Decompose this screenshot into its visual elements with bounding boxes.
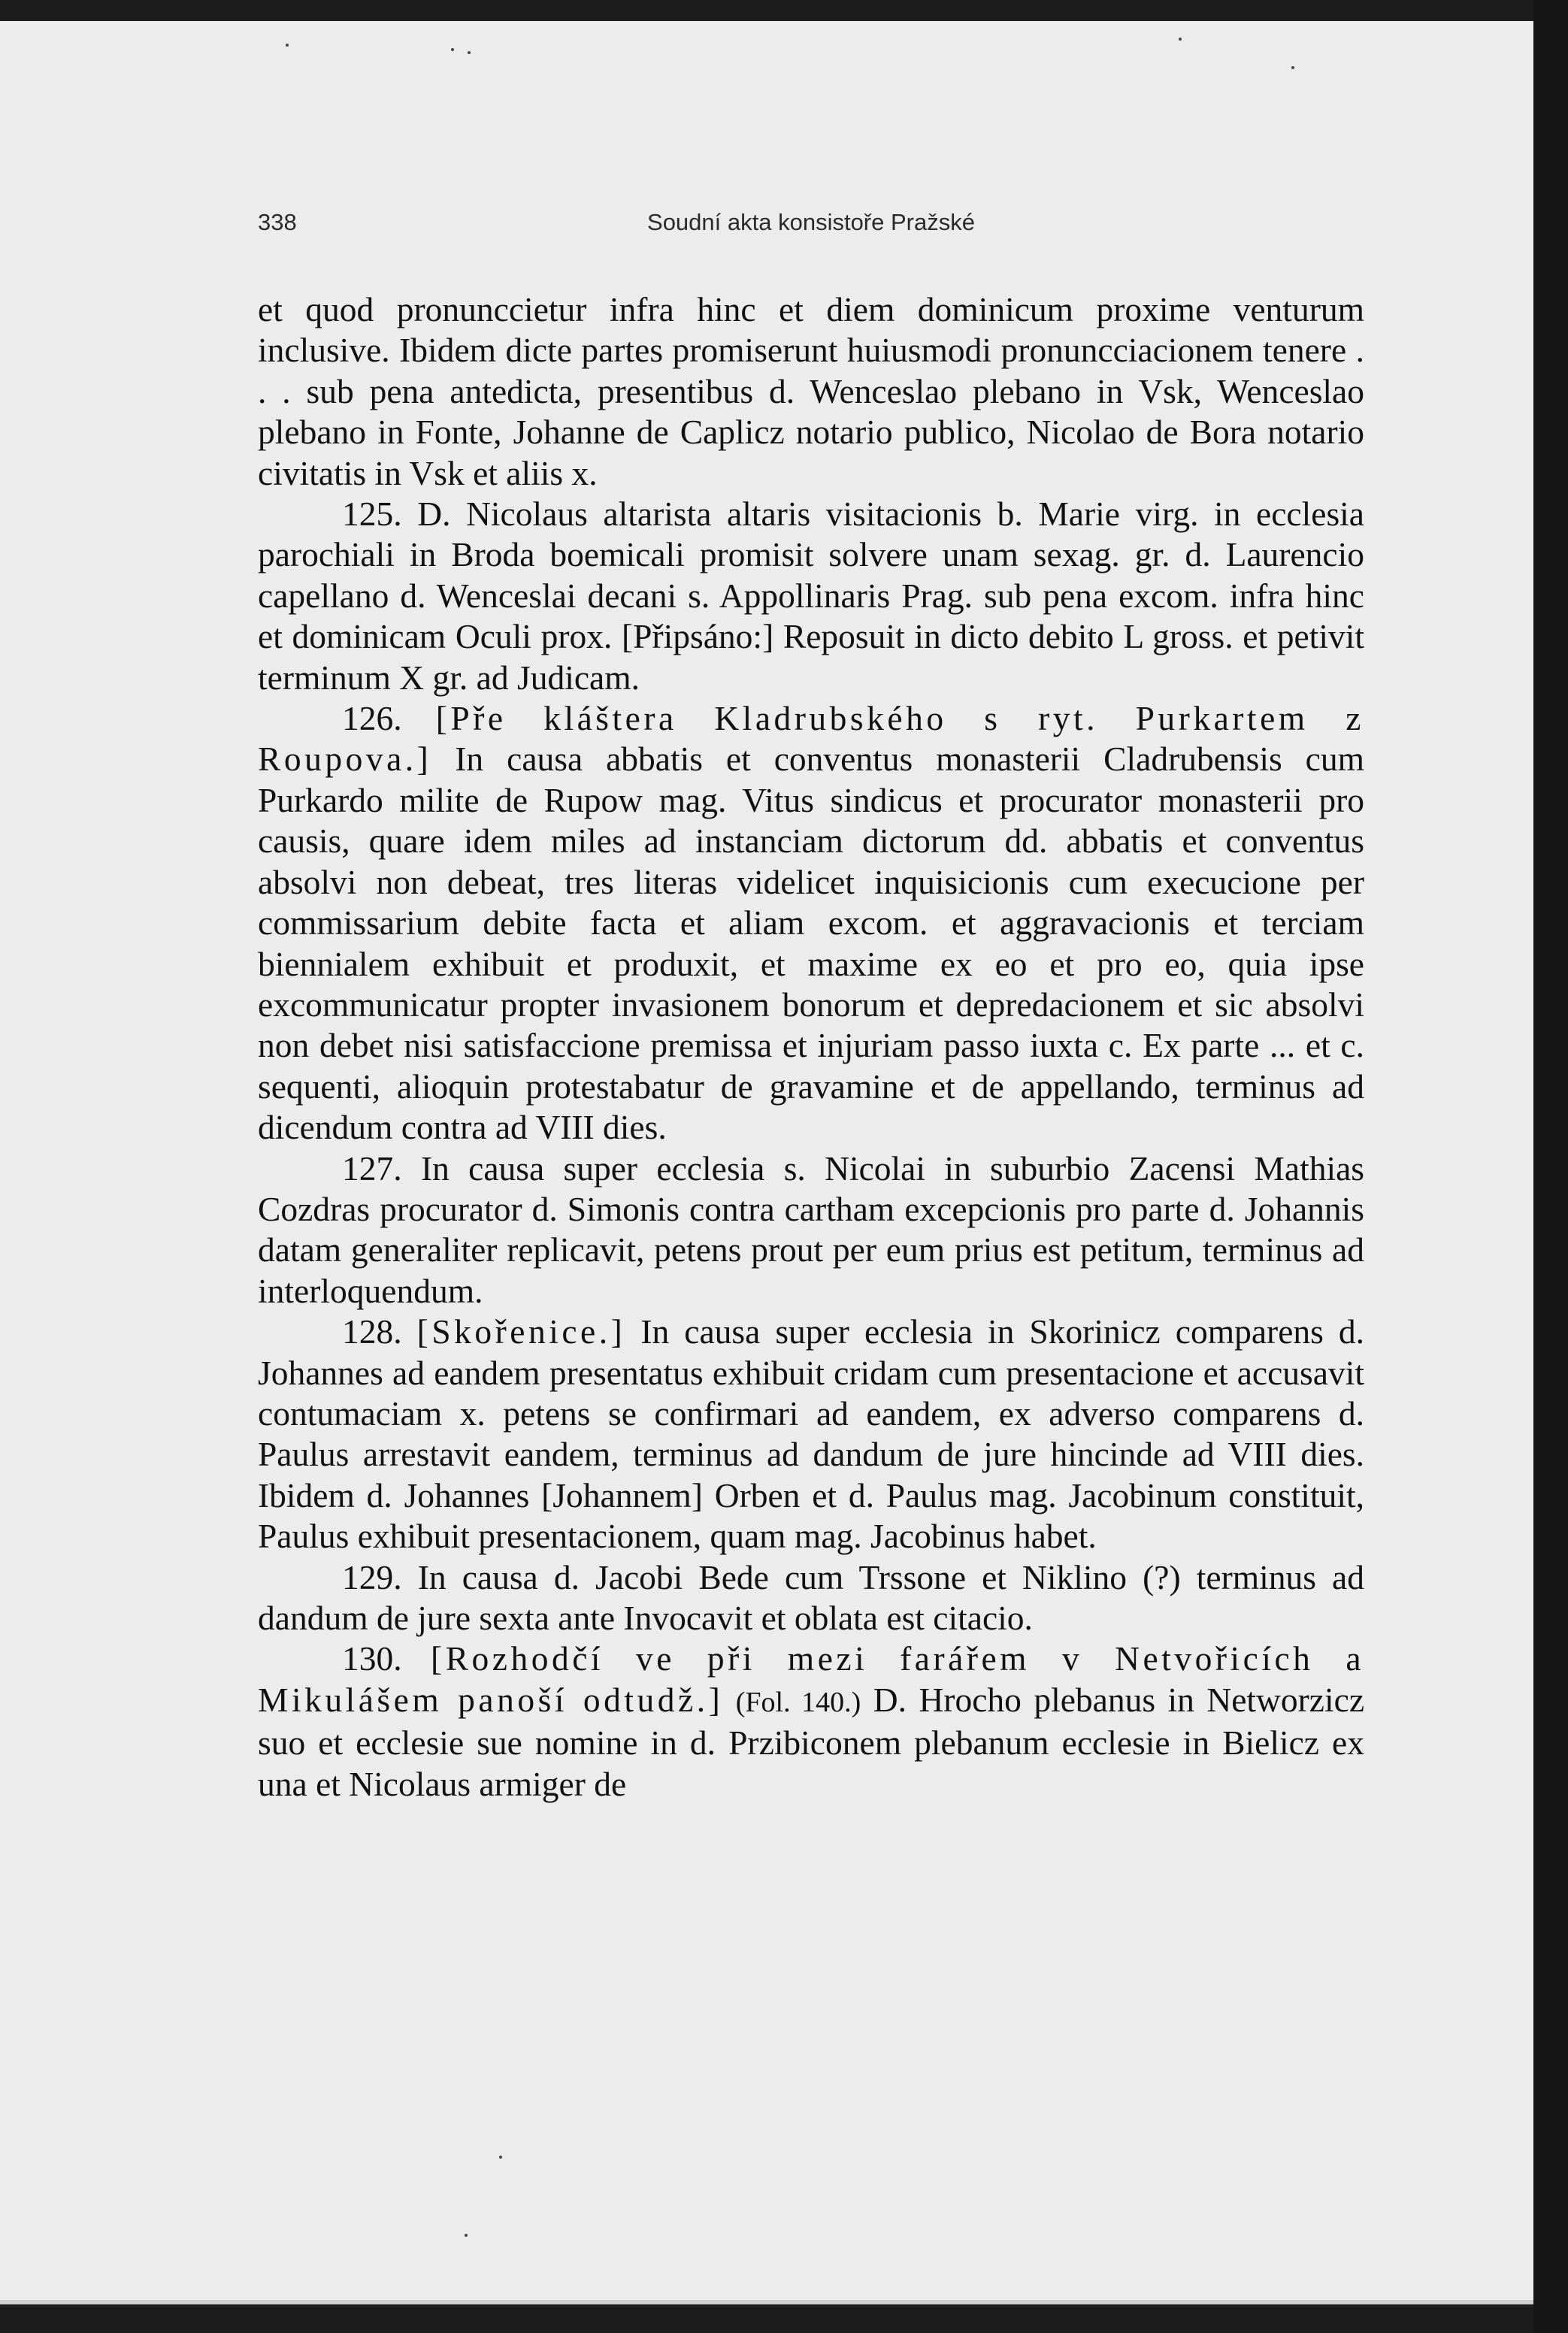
entry-129: 129. In causa d. Jacobi Bede cum Trssone et Niklino (?) terminus ad dandum de jure sexta ante Invocavit et oblata est citacio.: [258, 1557, 1364, 1637]
dust-speck: [1179, 38, 1182, 41]
dust-speck: [468, 51, 471, 54]
dust-speck: [451, 48, 454, 51]
entry-text: In causa abbatis et conventus monasterii Cladrubensis cum Purkardo milite de Rupow mag. Vitus sindicus et procurator monasterii pro causis, quare idem miles ad instanciam dictorum dd. abbatis et conventus absolvi non debeat, tres literas videlicet inquisicionis cum execucione per commissarium debite facta et aliam excom. et aggravacionis et terciam biennialem exhibuit et produxit, et maxime ex eo et pro eo, quia ipse excommunicatur propter invasionem bonorum et depredacionem et sic absolvi non debet nisi satisfaccione premissa et injuriam passo iuxta c. Ex parte ... et c. sequenti, alioquin protestabatur de gravamine et de appellando, terminus ad dicendum contra ad VIII dies.: [258, 740, 1365, 1147]
dust-speck: [286, 44, 289, 47]
entry-text: In causa super ecclesia in Skorinicz comparens d. Johannes ad eandem presentatus exhibuit cridam cum presentacione et accusavit contumaciam x. petens se confirmari ad eandem, ex adverso comparens d. Paulus arrestavit eandem, terminus ad dandum de jure hincinde ad VIII dies. Ibidem d. Johannes [Johannem] Orben et d. Paulus mag. Jacobinum constituit, Paulus exhibuit presentacionem, quam mag. Jacobinus habet.: [258, 1312, 1365, 1556]
entry-number: 130.: [342, 1639, 402, 1678]
folio-reference: (Fol. 140.): [735, 1686, 861, 1718]
page-header: [258, 209, 1364, 239]
page-edge: [1533, 0, 1568, 2333]
entry-text: D. Hrocho plebanus in Networzicz suo et ecclesie sue nomine in d. Przibiconem plebanum ecclesie in Bielicz ex una et Nicolaus armiger de: [258, 1680, 1365, 1803]
entry-title: [Rozhodčí ve při mezi farářem v Netvořicích a Mikulášem panoší odtudž.]: [258, 1639, 1365, 1719]
body-text: [258, 289, 1364, 1805]
entry-125: 125. D. Nicolaus altarista altaris visitacionis b. Marie virg. in ecclesia parochiali in Broda boemicali promisit solvere unam sexag. gr. d. Laurencio capellano d. Wenceslai decani s. Appollinaris Prag. sub pena excom. infra hinc et dominicam Oculi prox. [Připsáno:] Reposuit in dicto debito L gross. et petivit terminum X gr. ad Judicam.: [258, 495, 1364, 697]
entry-128: [258, 1312, 1364, 1557]
running-title: Soudní akta konsistoře Pražské: [647, 209, 975, 235]
entry-title: [Skořenice.]: [416, 1312, 626, 1351]
paragraph-continuation: et quod pronunccietur infra hinc et diem dominicum proxime venturum inclusive. Ibidem dicte partes promiserunt huiusmodi pronuncciacionem tenere . . . sub pena antedicta, presentibus d. Wenceslao plebano in Vsk, Wenceslao plebano in Fonte, Johanne de Caplicz notario publico, Nicolao de Bora notario civitatis in Vsk et aliis x.: [258, 290, 1364, 492]
dust-speck: [465, 2234, 468, 2237]
entry-number: 128.: [342, 1312, 402, 1351]
entry-127: 127. In causa super ecclesia s. Nicolai in suburbio Zacensi Mathias Cozdras procurator d. Simonis contra cartham excepcionis pro parte d. Johannis datam generaliter replicavit, petens prout per eum prius est petitum, terminus ad interloquendum.: [258, 1148, 1364, 1310]
entry-126: [258, 698, 1364, 1148]
dust-speck: [1291, 66, 1294, 69]
page-number: 338: [258, 209, 297, 235]
entry-number: 126.: [342, 699, 402, 738]
entry-title: [Pře kláštera Kladrubského s ryt. Purkartem z Roupova.]: [258, 699, 1364, 779]
dust-speck: [499, 2156, 502, 2159]
entry-130: [258, 1639, 1364, 1805]
